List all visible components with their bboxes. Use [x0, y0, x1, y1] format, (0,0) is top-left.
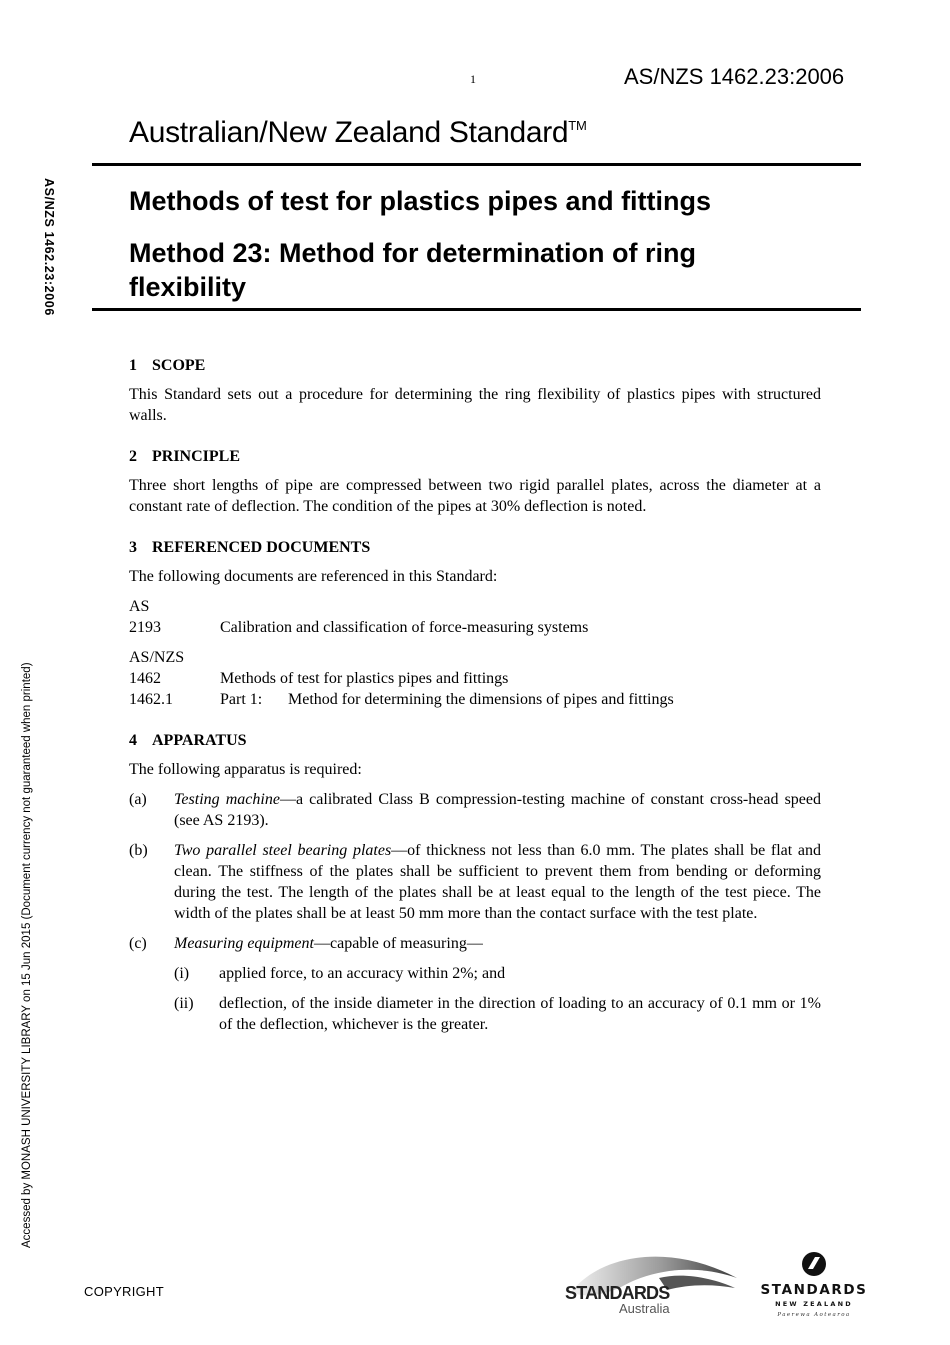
- standards-new-zealand-logo: [752, 1250, 876, 1320]
- apparatus-item: [129, 789, 821, 831]
- apparatus-item: [129, 933, 821, 954]
- reference-title: Methods of test for plastics pipes and fittings: [220, 670, 509, 687]
- reference-number: 1462.1: [129, 691, 173, 708]
- section-heading-principle: [129, 446, 821, 467]
- item-label: (b): [129, 842, 148, 859]
- reference-row: [129, 668, 821, 689]
- swoosh-accent: [659, 1276, 735, 1290]
- item-term: Measuring equipment: [174, 935, 314, 952]
- section-heading-references: [129, 537, 821, 558]
- item-description: —of thickness not less than 6.0 mm. The plates shall be flat and clean. The stiffness of the plates shall be sufficient to prevent them from bending or deforming during the test. The length of the plates shall be at least equal to the length of the test piece. The width of the plates shall be at least 50 mm more than the contact surface with the test plate.: [174, 842, 822, 922]
- section-number: 1: [129, 357, 137, 374]
- document-id: AS/NZS 1462.23:2006: [624, 64, 845, 89]
- section-heading-apparatus: [129, 730, 821, 751]
- section-number: 4: [129, 732, 137, 749]
- section-heading-scope: [129, 355, 821, 376]
- top-rule: [92, 163, 861, 166]
- apparatus-subitem: [174, 993, 821, 1035]
- scope-text: This Standard sets out a procedure for determining the ring flexibility of plastics pipes with structured walls.: [129, 386, 821, 424]
- section-title: PRINCIPLE: [152, 448, 241, 465]
- sa-logo-sub: Australia: [619, 1301, 670, 1316]
- reference-org: AS: [129, 598, 150, 615]
- nz-logo-name: STANDARDS: [760, 1282, 868, 1298]
- document-body: [129, 355, 821, 1044]
- apparatus-intro: The following apparatus is required:: [129, 761, 362, 778]
- item-text: [174, 789, 821, 831]
- item-label: (c): [129, 935, 147, 952]
- subitem-label: (i): [174, 965, 190, 982]
- nz-logo-sub: NEW ZEALAND: [775, 1300, 853, 1308]
- item-text: [174, 840, 821, 924]
- method-title: Method 23: Method for determination of ring flexibility: [129, 238, 696, 302]
- standards-australia-logo: [563, 1248, 739, 1316]
- section-title: REFERENCED DOCUMENTS: [152, 539, 371, 556]
- section-number: 2: [129, 448, 137, 465]
- item-term: Two parallel steel bearing plates: [174, 842, 392, 859]
- item-term: Testing machine: [174, 791, 280, 808]
- reference-org: AS/NZS: [129, 649, 185, 666]
- item-label: (a): [129, 791, 147, 808]
- bottom-rule: [92, 308, 861, 311]
- standard-title: [129, 116, 586, 150]
- principle-text: Three short lengths of pipe are compressed between two rigid parallel plates, across the diameter at a constant rate of deflection. The condition of the pipes at 30% deflection is noted.: [129, 477, 821, 515]
- reference-part: Part 1:: [220, 691, 263, 708]
- side-document-code: AS/NZS 1462.23:2006: [42, 178, 56, 316]
- references-intro: The following documents are referenced in this Standard:: [129, 568, 498, 585]
- subitem-label: (ii): [174, 995, 194, 1012]
- reference-group: [129, 647, 821, 710]
- item-description: —a calibrated Class B compression-testing machine of constant cross-head speed (see AS 2193).: [174, 791, 821, 829]
- reference-number: 2193: [129, 619, 161, 636]
- apparatus-item: [129, 840, 821, 924]
- reference-title: Method for determining the dimensions of pipes and fittings: [288, 691, 674, 708]
- page-number: 1: [470, 72, 476, 86]
- section-number: 3: [129, 539, 137, 556]
- subitem-text: applied force, to an accuracy within 2%; and: [219, 965, 506, 982]
- item-text: [174, 933, 821, 954]
- trademark-mark: TM: [568, 118, 587, 133]
- item-description: —capable of measuring—: [313, 935, 483, 952]
- main-title: Methods of test for plastics pipes and fittings: [129, 186, 712, 216]
- section-title: SCOPE: [152, 357, 206, 374]
- sa-logo-name: STANDARDS: [565, 1283, 670, 1303]
- access-note: Accessed by MONASH UNIVERSITY LIBRARY on 15 Jun 2015 (Document currency not guaranteed when printed): [21, 662, 33, 1248]
- section-title: APPARATUS: [152, 732, 247, 749]
- reference-row: [129, 689, 821, 710]
- reference-group: [129, 596, 821, 638]
- reference-row: [129, 617, 821, 638]
- standard-title-text: Australian/New Zealand Standard: [129, 116, 569, 149]
- copyright-label: COPYRIGHT: [84, 1284, 164, 1299]
- reference-title: Calibration and classification of force-measuring systems: [220, 619, 589, 636]
- reference-number: 1462: [129, 670, 161, 687]
- apparatus-subitem: [174, 963, 821, 984]
- nz-logo-tagline: Paerewa Aotearoa: [777, 1312, 851, 1318]
- subitem-text: deflection, of the inside diameter in the direction of loading to an accuracy of 0.1 mm or 1% of the deflection, whichever is the greater.: [219, 995, 821, 1033]
